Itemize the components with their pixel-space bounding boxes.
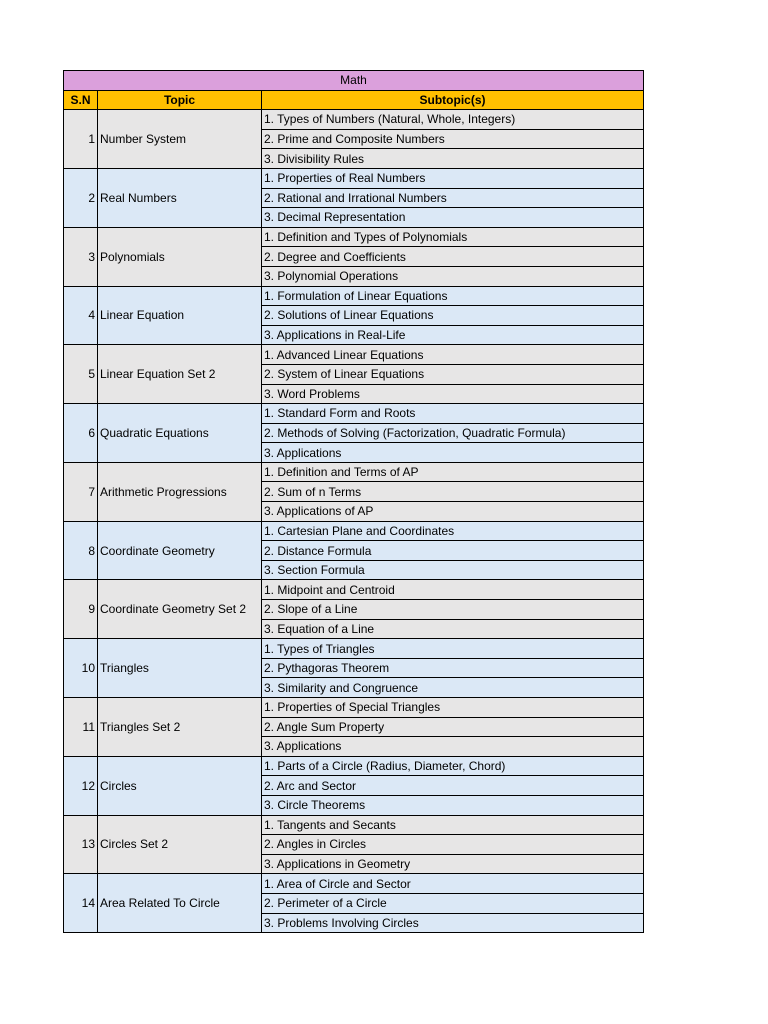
subtopic-cell[interactable]: 3. Similarity and Congruence — [262, 678, 644, 698]
subtopic-cell[interactable]: 3. Divisibility Rules — [262, 149, 644, 169]
subtopic-cell[interactable]: 1. Types of Numbers (Natural, Whole, Integers) — [262, 110, 644, 130]
table-row — [64, 874, 644, 894]
subtopic-cell[interactable]: 1. Properties of Special Triangles — [262, 698, 644, 718]
topic-cell[interactable]: Polynomials — [98, 227, 262, 286]
subtopic-cell[interactable]: 3. Decimal Representation — [262, 208, 644, 228]
subtopic-cell[interactable]: 2. Degree and Coefficients — [262, 247, 644, 267]
sheet-title[interactable]: Math — [64, 71, 644, 91]
subtopic-cell[interactable]: 1. Standard Form and Roots — [262, 404, 644, 424]
subtopic-cell[interactable]: 2. Distance Formula — [262, 541, 644, 561]
table-row — [64, 168, 644, 188]
subtopic-cell[interactable]: 2. Angle Sum Property — [262, 717, 644, 737]
sn-cell[interactable]: 3 — [64, 227, 98, 286]
subtopic-cell[interactable]: 2. Arc and Sector — [262, 776, 644, 796]
table-title-row — [64, 71, 644, 91]
sn-cell[interactable]: 2 — [64, 168, 98, 227]
sn-cell[interactable]: 7 — [64, 462, 98, 521]
subtopic-cell[interactable]: 1. Cartesian Plane and Coordinates — [262, 521, 644, 541]
subtopic-cell[interactable]: 1. Midpoint and Centroid — [262, 580, 644, 600]
subtopic-cell[interactable]: 3. Applications — [262, 737, 644, 757]
table-row — [64, 110, 644, 130]
topic-cell[interactable]: Circles — [98, 756, 262, 815]
subtopic-cell[interactable]: 3. Problems Involving Circles — [262, 913, 644, 933]
sn-cell[interactable]: 8 — [64, 521, 98, 580]
subtopic-cell[interactable]: 1. Advanced Linear Equations — [262, 345, 644, 365]
topic-cell[interactable]: Real Numbers — [98, 168, 262, 227]
subtopic-cell[interactable]: 2. System of Linear Equations — [262, 364, 644, 384]
sn-cell[interactable]: 6 — [64, 404, 98, 463]
subtopic-cell[interactable]: 3. Applications of AP — [262, 502, 644, 522]
table-row — [64, 698, 644, 718]
table-row — [64, 286, 644, 306]
topic-cell[interactable]: Number System — [98, 110, 262, 169]
subtopic-cell[interactable]: 2. Pythagoras Theorem — [262, 658, 644, 678]
subtopic-cell[interactable]: 3. Polynomial Operations — [262, 266, 644, 286]
math-topics-table — [63, 70, 644, 933]
subtopic-cell[interactable]: 3. Word Problems — [262, 384, 644, 404]
subtopic-cell[interactable]: 1. Area of Circle and Sector — [262, 874, 644, 894]
subtopic-cell[interactable]: 2. Solutions of Linear Equations — [262, 306, 644, 326]
topic-cell[interactable]: Coordinate Geometry — [98, 521, 262, 580]
subtopic-cell[interactable]: 1. Types of Triangles — [262, 639, 644, 659]
sn-cell[interactable]: 1 — [64, 110, 98, 169]
subtopic-cell[interactable]: 1. Tangents and Secants — [262, 815, 644, 835]
subtopic-cell[interactable]: 3. Section Formula — [262, 560, 644, 580]
subtopic-cell[interactable]: 2. Sum of n Terms — [262, 482, 644, 502]
subtopic-cell[interactable]: 3. Applications — [262, 443, 644, 463]
subtopic-cell[interactable]: 3. Applications in Geometry — [262, 854, 644, 874]
sn-cell[interactable]: 4 — [64, 286, 98, 345]
table-row — [64, 345, 644, 365]
table-row — [64, 462, 644, 482]
topic-cell[interactable]: Circles Set 2 — [98, 815, 262, 874]
topic-cell[interactable]: Triangles Set 2 — [98, 698, 262, 757]
table-row — [64, 580, 644, 600]
table-row — [64, 639, 644, 659]
subtopic-cell[interactable]: 1. Formulation of Linear Equations — [262, 286, 644, 306]
table-row — [64, 756, 644, 776]
header-sn[interactable]: S.N — [64, 90, 98, 110]
header-topic[interactable]: Topic — [98, 90, 262, 110]
sn-cell[interactable]: 13 — [64, 815, 98, 874]
sn-cell[interactable]: 12 — [64, 756, 98, 815]
sn-cell[interactable]: 9 — [64, 580, 98, 639]
subtopic-cell[interactable]: 2. Angles in Circles — [262, 835, 644, 855]
subtopic-cell[interactable]: 2. Rational and Irrational Numbers — [262, 188, 644, 208]
subtopic-cell[interactable]: 1. Parts of a Circle (Radius, Diameter, Chord) — [262, 756, 644, 776]
subtopic-cell[interactable]: 3. Circle Theorems — [262, 795, 644, 815]
subtopic-cell[interactable]: 2. Prime and Composite Numbers — [262, 129, 644, 149]
topic-cell[interactable]: Linear Equation — [98, 286, 262, 345]
table-body — [64, 71, 644, 933]
topic-cell[interactable]: Triangles — [98, 639, 262, 698]
subtopic-cell[interactable]: 2. Slope of a Line — [262, 600, 644, 620]
table-row — [64, 815, 644, 835]
subtopic-cell[interactable]: 2. Perimeter of a Circle — [262, 893, 644, 913]
subtopic-cell[interactable]: 2. Methods of Solving (Factorization, Quadratic Formula) — [262, 423, 644, 443]
table-row — [64, 521, 644, 541]
table-header-row — [64, 90, 644, 110]
subtopic-cell[interactable]: 1. Properties of Real Numbers — [262, 168, 644, 188]
subtopic-cell[interactable]: 3. Equation of a Line — [262, 619, 644, 639]
topic-cell[interactable]: Quadratic Equations — [98, 404, 262, 463]
topic-cell[interactable]: Coordinate Geometry Set 2 — [98, 580, 262, 639]
table-row — [64, 404, 644, 424]
table-row — [64, 227, 644, 247]
sn-cell[interactable]: 11 — [64, 698, 98, 757]
topic-cell[interactable]: Arithmetic Progressions — [98, 462, 262, 521]
subtopic-cell[interactable]: 1. Definition and Types of Polynomials — [262, 227, 644, 247]
subtopic-cell[interactable]: 3. Applications in Real-Life — [262, 325, 644, 345]
subtopic-cell[interactable]: 1. Definition and Terms of AP — [262, 462, 644, 482]
sn-cell[interactable]: 5 — [64, 345, 98, 404]
header-subtopics[interactable]: Subtopic(s) — [262, 90, 644, 110]
topic-cell[interactable]: Linear Equation Set 2 — [98, 345, 262, 404]
sn-cell[interactable]: 10 — [64, 639, 98, 698]
topic-cell[interactable]: Area Related To Circle — [98, 874, 262, 933]
sn-cell[interactable]: 14 — [64, 874, 98, 933]
